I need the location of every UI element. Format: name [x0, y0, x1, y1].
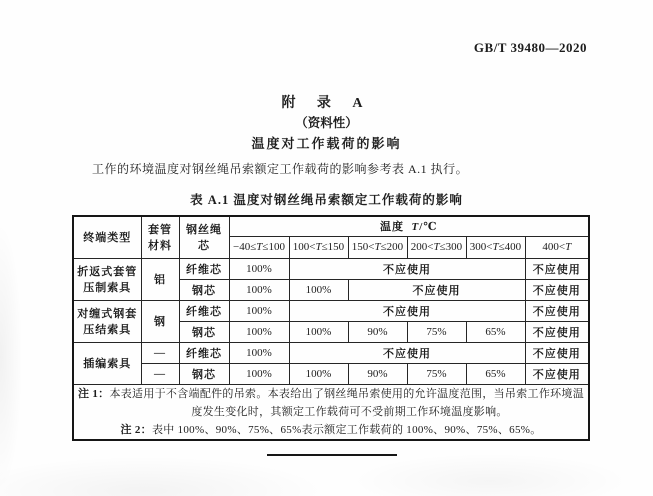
value-cell: 100%	[229, 279, 289, 300]
material-cell: 铝	[141, 258, 179, 300]
table-row	[73, 342, 589, 363]
appendix-title: 附 录 A	[281, 96, 372, 111]
table-row	[73, 258, 589, 279]
value-cell: 65%	[466, 321, 525, 342]
header-rope-core: 钢丝绳芯	[179, 216, 229, 258]
value-cell: 90%	[348, 321, 407, 342]
value-cell: 不应使用	[525, 279, 589, 300]
core-cell: 钢芯	[179, 321, 229, 342]
temp-range-2: 100<T≤150	[289, 236, 348, 258]
core-cell: 纤维芯	[179, 342, 229, 363]
value-cell: 75%	[407, 363, 466, 384]
temp-label: 温度	[380, 221, 405, 234]
note-label: 注 1：	[77, 387, 110, 400]
value-cell: 不应使用	[525, 342, 589, 363]
value-cell: 100%	[229, 258, 289, 279]
core-cell: 钢芯	[179, 279, 229, 300]
value-cell: 不应使用	[525, 363, 589, 384]
table-a1	[72, 215, 590, 441]
appendix-heading: 温度对工作载荷的影响	[251, 136, 402, 151]
value-cell: 不应使用	[348, 279, 525, 300]
core-cell: 纤维芯	[179, 300, 229, 321]
note-text: 本表适用于不含端配件的吊索。本表给出了钢丝绳吊索使用的允许温度范围，当吊索工作环境温度发生变化时，其额定工作载荷可不受前期工作环境温度影响。	[109, 387, 585, 418]
value-cell: 100%	[229, 300, 289, 321]
temp-unit: /℃	[419, 221, 438, 234]
intro-paragraph: 工作的环境温度对钢丝绳吊索额定工作载荷的影响参考表 A.1 执行。	[92, 162, 469, 176]
value-cell: 100%	[229, 363, 289, 384]
table-row	[73, 300, 589, 321]
temp-range-1: −40≤T≤100	[229, 236, 289, 258]
terminal-type-cell: 对缠式钢套 压结索具	[73, 300, 141, 342]
standard-number: GB/T 39480—2020	[473, 40, 587, 55]
value-cell: 100%	[289, 363, 348, 384]
table-header-row-1	[73, 216, 589, 236]
material-cell: —	[141, 342, 179, 363]
temp-range-5: 300<T≤400	[466, 236, 525, 258]
temp-symbol: T	[411, 221, 420, 234]
value-cell: 不应使用	[525, 300, 589, 321]
value-cell: 不应使用	[289, 300, 525, 321]
notes-cell	[73, 384, 589, 440]
value-cell: 100%	[289, 279, 348, 300]
temp-range-6: 400<T	[525, 236, 589, 258]
temp-range-4: 200<T≤300	[407, 236, 466, 258]
temp-range-3: 150<T≤200	[348, 236, 407, 258]
header-sleeve-material: 套管材料	[141, 216, 179, 258]
table-notes-row	[73, 384, 589, 440]
terminal-type-cell: 插编索具	[73, 342, 141, 384]
value-cell: 75%	[407, 321, 466, 342]
note-text: 表中 100%、90%、75%、65%表示额定工作载荷的 100%、90%、75%、65%。	[151, 423, 542, 436]
value-cell: 90%	[348, 363, 407, 384]
table-note-1	[75, 385, 587, 421]
header-terminal-type: 终端类型	[73, 216, 141, 258]
appendix-subtitle: （资料性）	[295, 116, 358, 130]
table-note-2	[75, 421, 587, 439]
material-cell: 钢	[141, 300, 179, 342]
header-temperature-group	[229, 216, 589, 236]
value-cell: 不应使用	[289, 342, 525, 363]
table-row	[73, 363, 589, 384]
table-caption: 表 A.1 温度对钢丝绳吊索额定工作载荷的影响	[190, 193, 463, 207]
value-cell: 不应使用	[525, 321, 589, 342]
material-cell: —	[141, 363, 179, 384]
value-cell: 不应使用	[525, 258, 589, 279]
core-cell: 钢芯	[179, 363, 229, 384]
value-cell: 100%	[289, 321, 348, 342]
value-cell: 100%	[229, 342, 289, 363]
value-cell: 100%	[229, 321, 289, 342]
core-cell: 纤维芯	[179, 258, 229, 279]
note-label: 注 2：	[120, 423, 152, 436]
terminal-type-cell: 折返式套管 压制索具	[73, 258, 141, 300]
value-cell: 65%	[466, 363, 525, 384]
value-cell: 不应使用	[289, 258, 525, 279]
footer-divider	[267, 454, 397, 456]
